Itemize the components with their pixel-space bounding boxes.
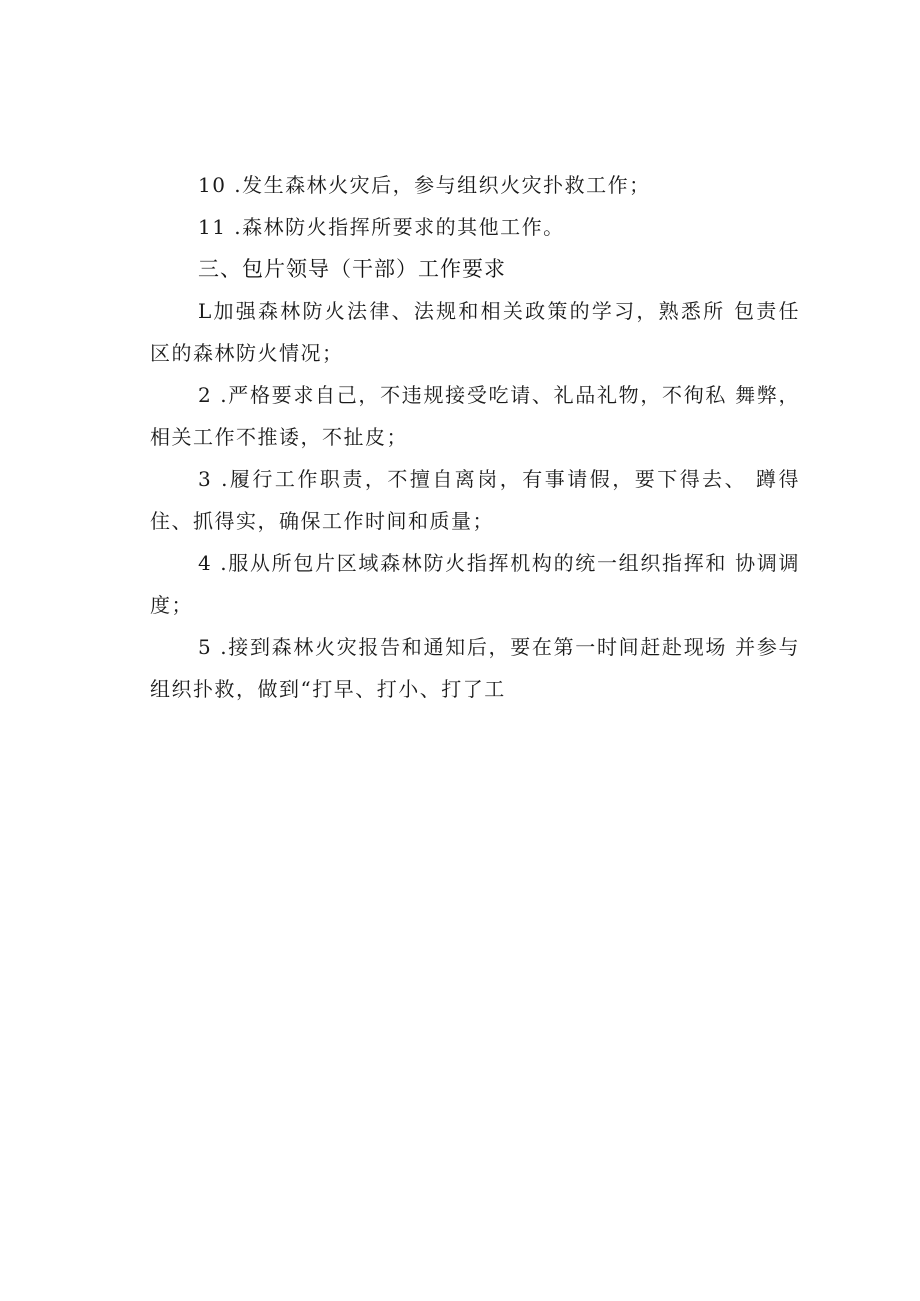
paragraph-requirement-3: 3 .履行工作职责，不擅自离岗，有事请假，要下得去、 蹲得住、抓得实，确保工作时间和质量； [150, 467, 800, 533]
paragraph-requirement-1: L加强森林防火法律、法规和相关政策的学习，熟悉所 包责任区的森林防火情况； [150, 299, 800, 365]
paragraph-requirement-4: 4 .服从所包片区域森林防火指挥机构的统一组织指挥和 协调调度； [150, 551, 800, 617]
paragraph-requirement-2: 2 .严格要求自己，不违规接受吃请、礼品礼物，不徇私 舞弊，相关工作不推诿，不扯皮； [150, 383, 800, 449]
document-body [150, 164, 800, 710]
paragraph-item-10: 10 .发生森林火灾后，参与组织火灾扑救工作； [198, 173, 651, 197]
section-heading: 三、包片领导（干部）工作要求 [198, 257, 506, 281]
paragraph-requirement-5: 5 .接到森林火灾报告和通知后，要在第一时间赶赴现场 并参与组织扑救，做到“打早、打小、打了工 [150, 635, 800, 701]
paragraph-item-11: 11 .森林防火指挥所要求的其他工作。 [198, 215, 565, 239]
